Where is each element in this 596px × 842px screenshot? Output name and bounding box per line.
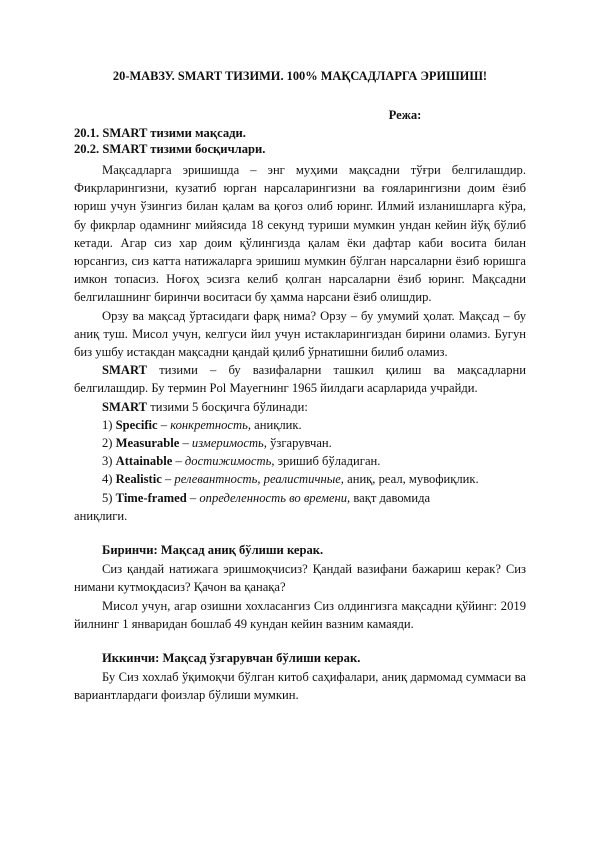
plan-item: 20.1. SMART тизими мақсади. xyxy=(74,126,246,140)
step-uzbek: аниқ, реал, мувофиқлик. xyxy=(343,472,479,487)
paragraph-text: тизими – бу вазифаларни ташкил қилиш ва мақсадларни белгилашдир. Бу термин Pol Mayeгнинг 1965 йилдаги асарларида учрайди. xyxy=(74,363,526,396)
document-title: 20-МАВЗУ. SMART ТИЗИМИ. 100% МАҚСАДЛАРГА ЭРИШИШ! xyxy=(112,69,488,83)
step-number: 3) xyxy=(102,454,116,469)
paragraph: Бу Сиз хохлаб ўқимоқчи бўлган китоб саҳифалари, аниқ дармомад суммаси ва вариантлардаги фоизлар бўлиши мумкин. xyxy=(74,670,526,703)
paragraph: Мақсадларга эришишда – энг муҳими мақсадни тўғри белгилашдир. Фикрларингизни, кузатиб юрган нарсаларингизни ва ғояларингизни доим ёзиб юриш учун ўзингиз билан қалам ва қоғоз олиб юринг. Илмий изланишларга кўра, бу фикрлар одамнинг мийясида 18 секунд туриши мумкин ундан кейин йўқ бўлиб кетади. Агар сиз хар доим қўлингизда қалам ёки дафтар каби восита билан юрсангиз, сиз катта натижаларга эришиш мумкин бўлган нарсаларни ёзиб юришга имкон топасиз. Ноғоҳ эсизга келиб қолган нарсаларни ёзиб юринг. Мақсадни белгилашнинг биринчи воситаси бу ҳамма нарсани ёзиб олишдир. xyxy=(74,163,526,305)
step-dash: – xyxy=(186,490,200,505)
step-term: Attainable xyxy=(115,454,173,469)
paragraph: Орзу ва мақсад ўртасидаги фарқ нима? Орзу – бу умумий ҳолат. Мақсад – бу аниқ туш. Мисол учун, келгуси йил учун истакларингиздан бирини оламиз. Бугун биз ушбу истакдан мақсадни қандай қилиб ўрнатишни билиб оламиз. xyxy=(74,308,526,360)
step-item xyxy=(74,416,526,434)
step-number: 5) xyxy=(102,490,116,505)
step-number: 2) xyxy=(102,436,116,451)
step-dash: – xyxy=(179,436,192,451)
step-uzbek: эришиб бўладиган. xyxy=(274,454,381,469)
step-russian: достижимость, xyxy=(184,454,275,469)
step-item xyxy=(74,452,526,470)
step-item xyxy=(74,434,526,452)
paragraph xyxy=(74,398,526,416)
step-dash: – xyxy=(172,454,185,469)
plan-item: 20.2. SMART тизими босқичлари. xyxy=(74,142,266,156)
step-term: Specific xyxy=(115,417,158,432)
paragraph: Мисол учун, агар озишни хохласангиз Сиз олдингизга мақсадни қўйинг: 2019 йилнинг 1 январидан бошлаб 49 кундан кейин вазним камаяди. xyxy=(74,598,526,631)
step-continuation: аниқлиги. xyxy=(74,508,128,523)
paragraph: Сиз қандай натижага эришмоқчисиз? Қандай вазифани бажариш керак? Сиз нимани кутмоқдасиз? Қачон ва қанақа? xyxy=(74,562,526,595)
step-item xyxy=(74,470,526,488)
document-body xyxy=(74,68,526,705)
step-number: 4) xyxy=(102,472,116,487)
step-russian: конкретность, xyxy=(170,417,251,432)
plan-label: Режа: xyxy=(388,108,422,122)
step-term: Realistic xyxy=(115,472,162,487)
plan-list xyxy=(74,125,526,157)
step-term: Measurable xyxy=(115,436,180,451)
step-term: Time-framed xyxy=(115,490,187,505)
step-dash: – xyxy=(161,472,175,487)
paragraph-text: тизими 5 босқичга бўлинади: xyxy=(147,399,308,414)
step-uzbek: вақт давомида xyxy=(350,490,431,505)
step-uzbek: ўзгарувчан. xyxy=(266,436,332,451)
step-russian: релевантность, реалистичные, xyxy=(174,472,344,487)
smart-term: SMART xyxy=(102,363,148,378)
smart-term: SMART xyxy=(102,399,148,414)
step-number: 1) xyxy=(102,417,116,432)
paragraph xyxy=(74,361,526,397)
step-russian: измеримость, xyxy=(191,436,267,451)
section-heading-second: Иккинчи: Мақсад ўзгарувчан бўлиши керак. xyxy=(102,651,361,666)
step-uzbek: аниқлик. xyxy=(251,417,302,432)
section-heading-first: Биринчи: Мақсад аниқ бўлиши керак. xyxy=(102,543,324,558)
step-dash: – xyxy=(157,417,171,432)
step-item xyxy=(74,489,526,507)
step-russian: определенность во времени, xyxy=(199,490,351,505)
